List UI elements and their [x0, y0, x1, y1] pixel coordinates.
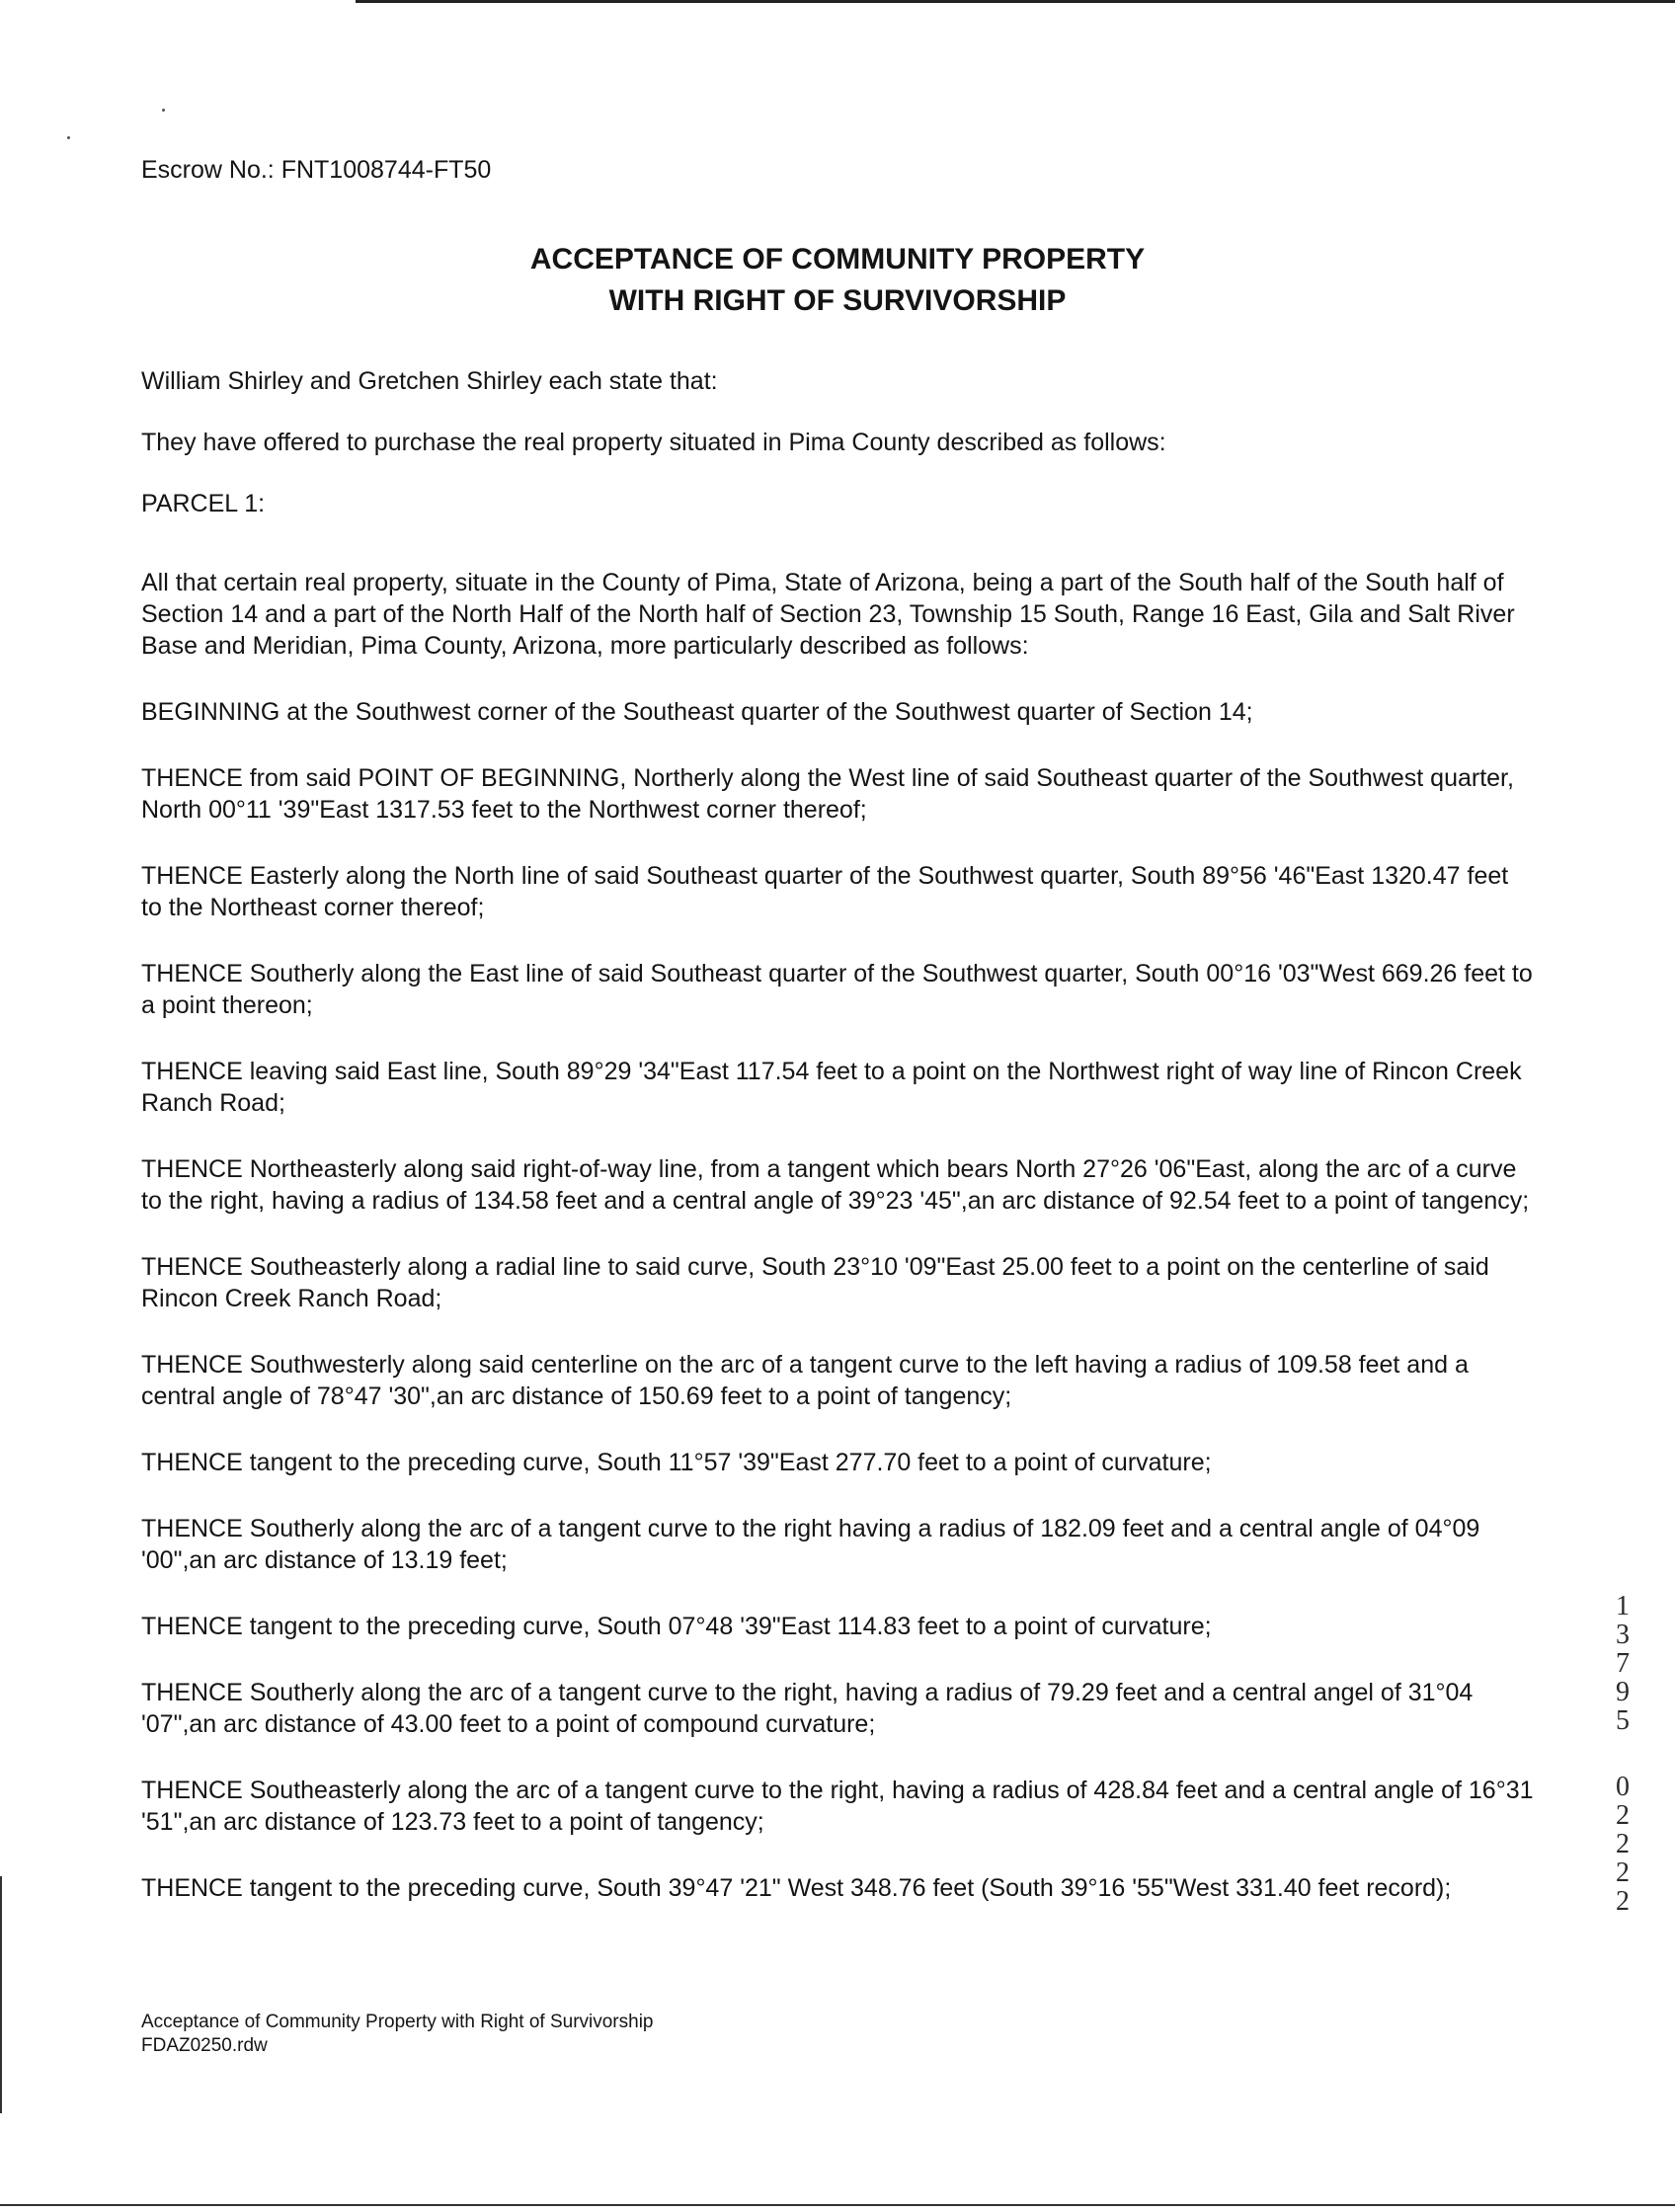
stamp-digit: 1	[1616, 1591, 1630, 1621]
stamp-digit: 9	[1616, 1677, 1630, 1707]
footer-form-code: FDAZ0250.rdw	[141, 2035, 268, 2056]
thence-course: THENCE Southerly along the arc of a tangent curve to the right, having a radius of 79.29 feet and a central angel of 31°04 '07",an arc distance of 43.00 feet to a point of compound curvature;	[141, 1679, 1474, 1738]
thence-course: THENCE tangent to the preceding curve, South 39°47 '21" West 348.76 feet (South 39°16 '55"West 331.40 feet record);	[141, 1874, 1452, 1902]
scan-top-edge	[356, 0, 1675, 3]
parcel-heading: PARCEL 1:	[141, 490, 266, 517]
stamp-digit: 5	[1616, 1705, 1630, 1736]
parcel-description: All that certain real property, situate in the County of Pima, State of Arizona, being a part of the South half of the South half of Section 14 and a part of the North Half of the North half of Section 23, Township 15 South, Range 16 East, Gila and Salt River Base and Meridian, Pima County, Arizona, more particularly described as follows:	[141, 569, 1515, 660]
stamp-digit: 0	[1616, 1772, 1630, 1802]
thence-course: THENCE Northeasterly along said right-of-way line, from a tangent which bears North 27°26 '06"East, along the arc of a curve to the right, having a radius of 134.58 feet and a central angle of 39°23 '45",an arc distance of 92.54 feet to a point of tangency;	[141, 1155, 1530, 1215]
thence-course: THENCE Southerly along the arc of a tangent curve to the right having a radius of 182.09 feet and a central angle of 04°09 '00",an arc distance of 13.19 feet;	[141, 1515, 1480, 1574]
buyers-statement: William Shirley and Gretchen Shirley each state that:	[141, 367, 718, 395]
point-of-beginning: BEGINNING at the Southwest corner of the Southeast quarter of the Southwest quarter of Section 14;	[141, 698, 1253, 726]
scan-speck	[162, 109, 165, 112]
document-title	[0, 239, 1675, 322]
thence-course: THENCE Southeasterly along a radial line to said curve, South 23°10 '09"East 25.00 feet to a point on the centerline of said Rincon Creek Ranch Road;	[141, 1253, 1489, 1312]
legal-description	[141, 567, 1534, 1904]
stamp-digit: 2	[1616, 1886, 1630, 1917]
thence-course: THENCE tangent to the preceding curve, South 11°57 '39"East 277.70 feet to a point of curvature;	[141, 1449, 1212, 1476]
stamp-digit: 2	[1616, 1829, 1630, 1859]
thence-course: THENCE Southwesterly along said centerline on the arc of a tangent curve to the left having a radius of 109.58 feet and a central angle of 78°47 '30",an arc distance of 150.69 feet to a point of tangency;	[141, 1351, 1469, 1410]
stamp-digit: 3	[1616, 1620, 1630, 1650]
title-line-2: WITH RIGHT OF SURVIVORSHIP	[608, 284, 1067, 317]
document-body	[141, 365, 1534, 1938]
stamp-gap	[1610, 1735, 1635, 1773]
stamp-digit: 7	[1616, 1648, 1630, 1679]
thence-course: THENCE from said POINT OF BEGINNING, Northerly along the West line of said Southeast quarter of the Southwest quarter, North 00°11 '39"East 1317.53 feet to the Northwest corner thereof;	[141, 764, 1514, 824]
title-line-1: ACCEPTANCE OF COMMUNITY PROPERTY	[529, 243, 1146, 276]
offer-statement: They have offered to purchase the real property situated in Pima County described as follows:	[141, 429, 1166, 456]
recording-stamp	[1610, 1592, 1635, 1916]
thence-course: THENCE Easterly along the North line of said Southeast quarter of the Southwest quarter, South 89°56 '46"East 1320.47 feet to the Northeast corner thereof;	[141, 862, 1509, 921]
thence-course: THENCE Southeasterly along the arc of a tangent curve to the right, having a radius of 428.84 feet and a central angle of 16°31 '51",an arc distance of 123.73 feet to a point of tangency;	[141, 1777, 1534, 1836]
thence-course: THENCE Southerly along the East line of said Southeast quarter of the Southwest quarter, South 00°16 '03"West 669.26 feet to a point thereon;	[141, 960, 1533, 1019]
stamp-digit: 2	[1616, 1857, 1630, 1888]
scan-speck	[67, 136, 70, 139]
thence-course: THENCE tangent to the preceding curve, South 07°48 '39"East 114.83 feet to a point of curvature;	[141, 1613, 1212, 1640]
escrow-number: Escrow No.: FNT1008744-FT50	[141, 156, 492, 184]
thence-course: THENCE leaving said East line, South 89°29 '34"East 117.54 feet to a point on the Northwest right of way line of Rincon Creek Ranch Road;	[141, 1058, 1522, 1117]
stamp-digit: 2	[1616, 1800, 1630, 1831]
footer-form-title: Acceptance of Community Property with Right of Survivorship	[141, 2012, 654, 2032]
scan-bottom-edge	[0, 2204, 1675, 2206]
page-footer	[141, 2011, 654, 2058]
scan-left-edge	[0, 1876, 2, 2113]
